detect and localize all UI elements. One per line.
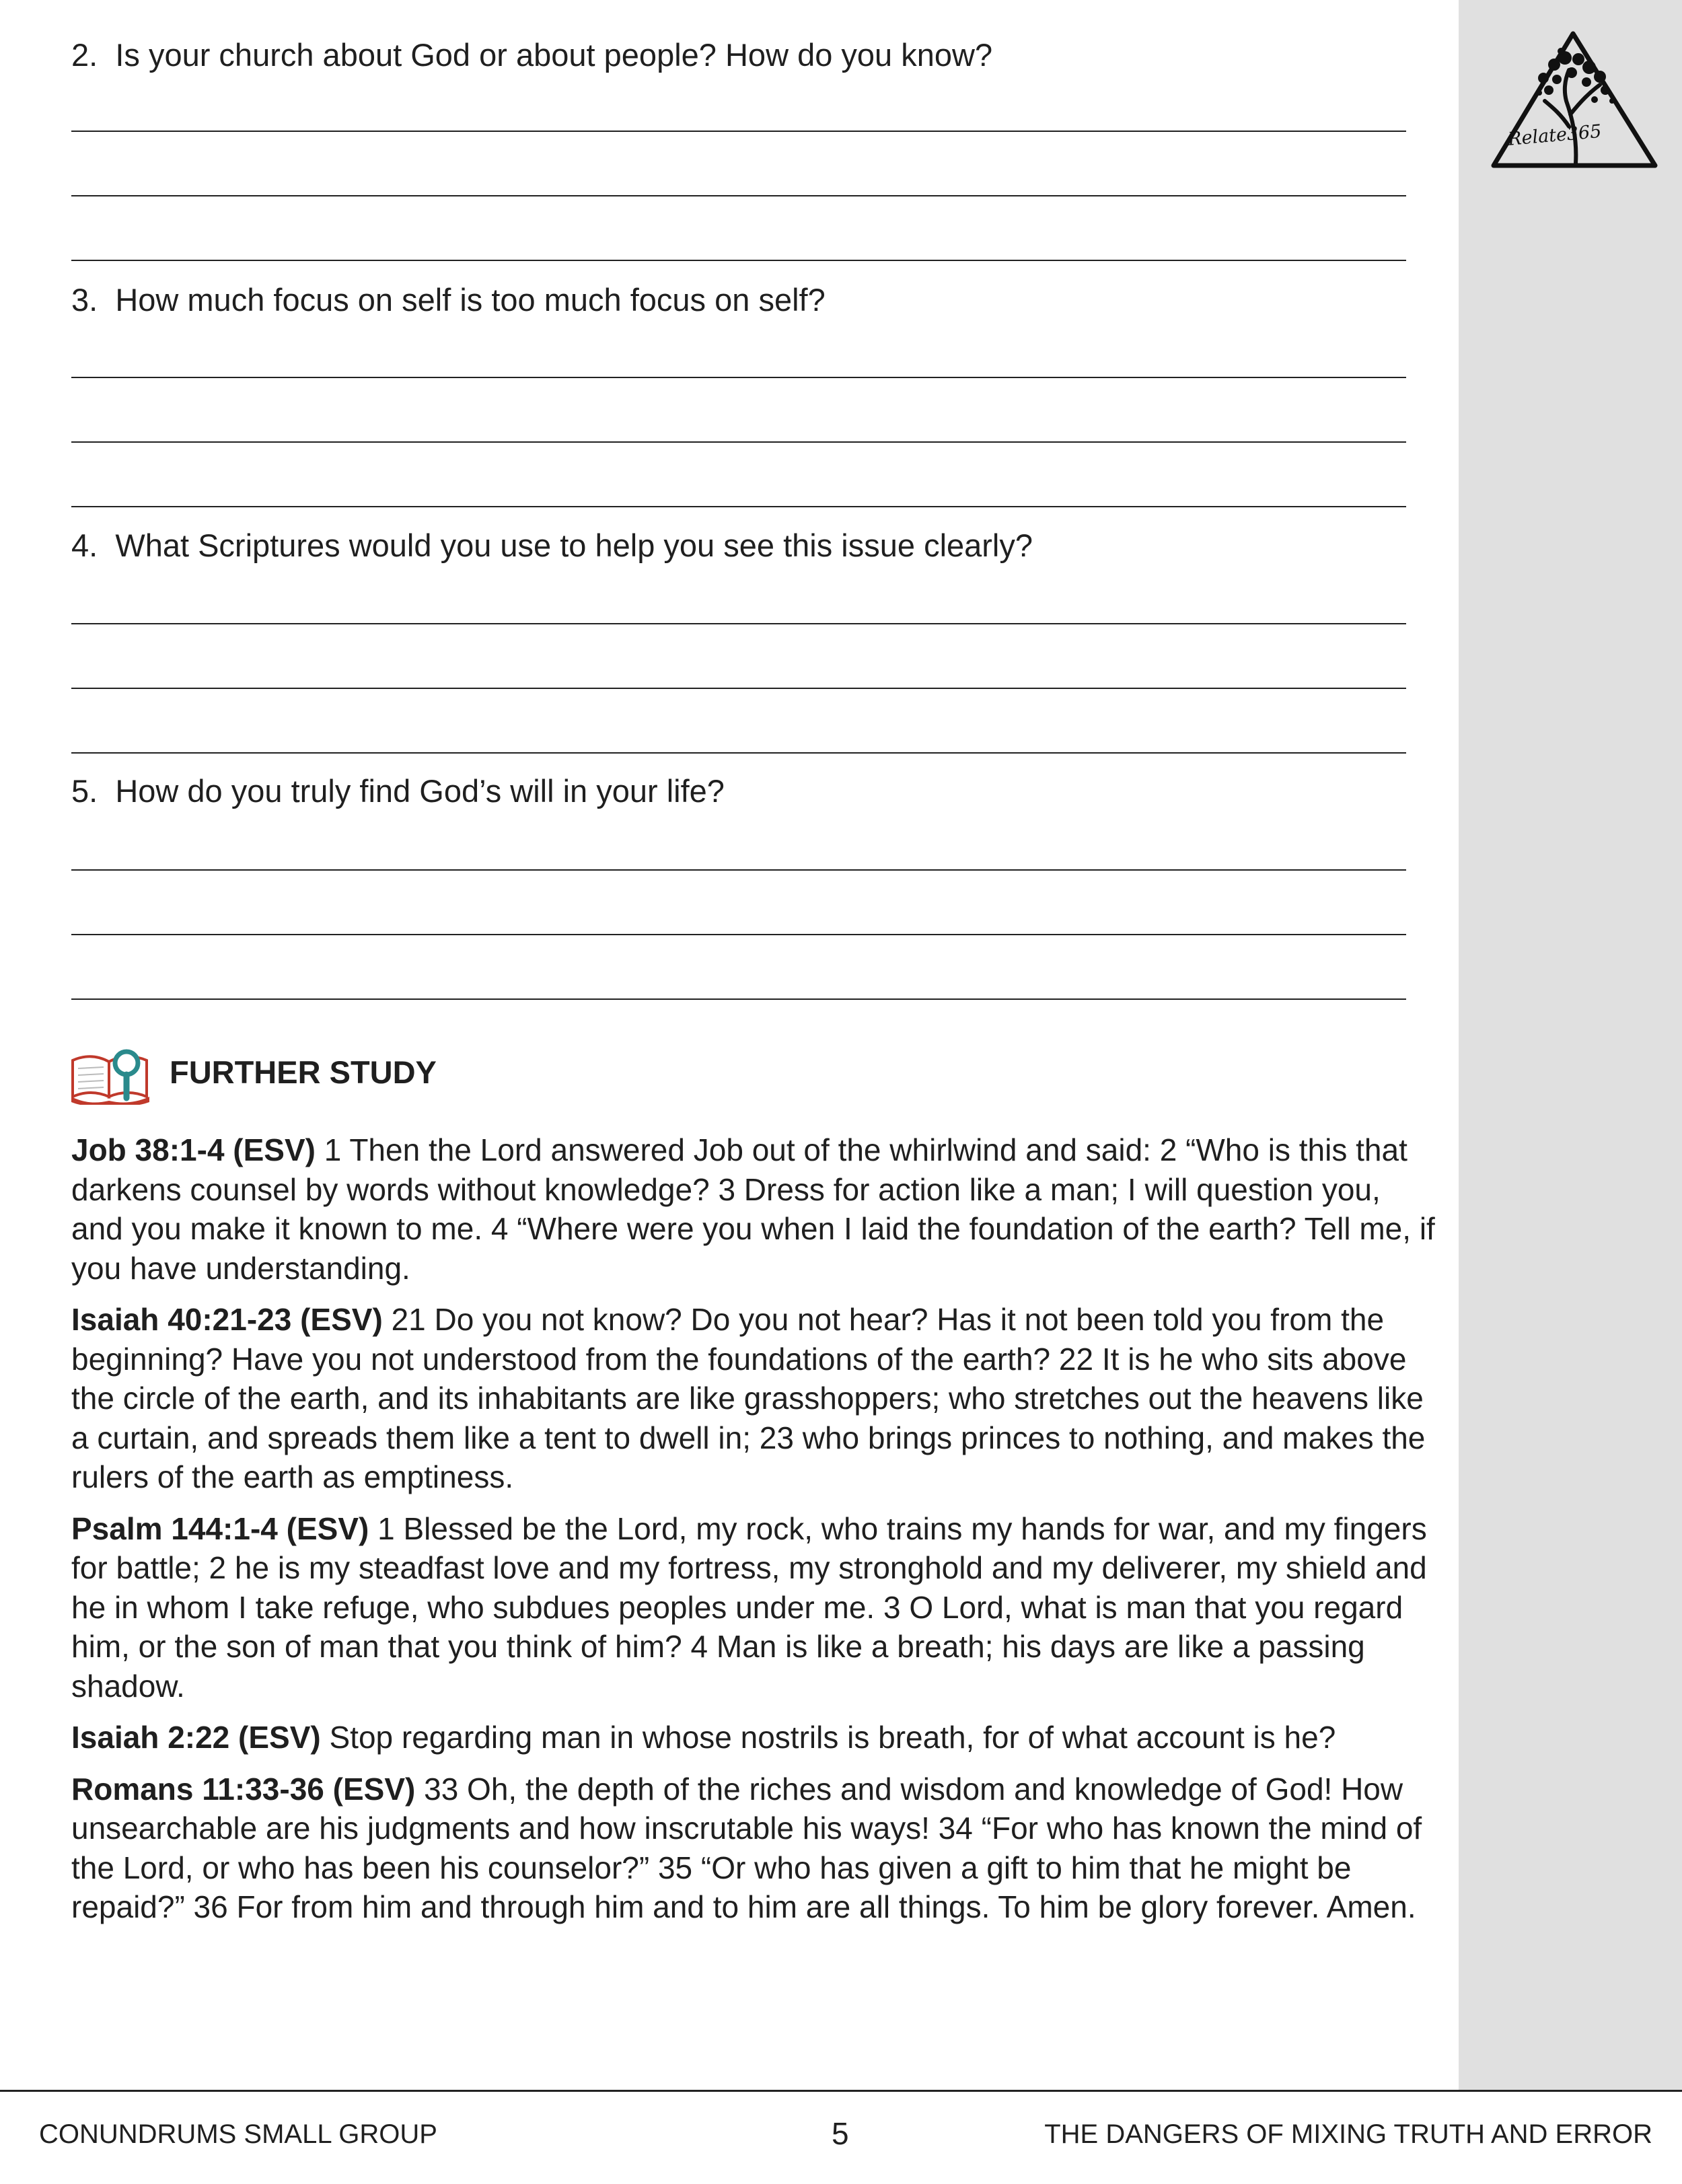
answer-line[interactable]	[71, 441, 1406, 443]
passage-reference: Job 38:1-4 (ESV)	[71, 1132, 316, 1167]
question-text	[71, 35, 992, 75]
answer-line[interactable]	[71, 869, 1406, 871]
footer-right-title: THE DANGERS OF MIXING TRUTH AND ERROR	[1044, 2119, 1652, 2149]
passage-text: 21 Do you not know? Do you not hear? Has it not been told you from the beginning? Have you not understood from the foundations of the earth? 22 It is he who sits above the circle of the earth, and its inhabitants are like grasshoppers; who stretches out the heavens like a curtain, and spreads them like a tent to dwell in; 23 who brings princes to nothing, and makes the rulers of the earth as emptiness.	[71, 1302, 1426, 1494]
passage-reference: Isaiah 40:21-23 (ESV)	[71, 1302, 383, 1337]
question-number: 2.	[71, 37, 98, 73]
question-number: 4.	[71, 527, 98, 563]
bible-magnifier-icon	[70, 1047, 151, 1105]
further-study-title: FURTHER STUDY	[170, 1054, 437, 1090]
scripture-passages	[71, 1130, 1437, 1939]
passage-text: Stop regarding man in whose nostrils is breath, for of what account is he?	[320, 1720, 1336, 1755]
answer-line[interactable]	[71, 260, 1406, 261]
question-number: 3.	[71, 282, 98, 318]
passage-job	[71, 1130, 1437, 1288]
passage-text: 1 Blessed be the Lord, my rock, who trains my hands for war, and my fingers for battle; 2 he is my steadfast love and my fortress, my stronghold and my deliverer, my shield and he in whom I take refuge, who subdues peoples under me. 3 O Lord, what is man that you regard him, or the son of man that you think of him? 4 Man is like a breath; his days are like a passing shadow.	[71, 1510, 1427, 1704]
passage-text: 1 Then the Lord answered Job out of the whirlwind and said: 2 “Who is this that darkens counsel by words without knowledge? 3 Dress for action like a man; I will question you, and you make it known to me. 4 “Where were you when I laid the foundation of the earth? Tell me, if you have understanding.	[71, 1132, 1435, 1286]
passage-psalm-144	[71, 1509, 1437, 1706]
question-label: How do you truly find God’s will in your life?	[115, 773, 725, 809]
answer-line[interactable]	[71, 998, 1406, 1000]
question-text	[71, 771, 725, 811]
relate365-logo	[1487, 26, 1662, 174]
question-label: What Scriptures would you use to help you see this issue clearly?	[115, 527, 1033, 563]
answer-line[interactable]	[71, 934, 1406, 935]
answer-line[interactable]	[71, 377, 1406, 378]
footer-left-title: CONUNDRUMS SMALL GROUP	[39, 2119, 437, 2149]
passage-text: 33 Oh, the depth of the riches and wisdom and knowledge of God! How unsearchable are his judgments and how inscrutable his ways! 34 “For who has known the mind of the Lord, or who has been his counselor?” 35 “Or who has given a gift to him that he might be repaid?” 36 For from him and through him and to him are all things. To him be glory forever. Amen.	[71, 1771, 1422, 1924]
question-text	[71, 280, 826, 320]
page-number: 5	[832, 2116, 849, 2151]
passage-isaiah-40	[71, 1300, 1437, 1497]
question-label: How much focus on self is too much focus on self?	[115, 282, 826, 318]
logo-text: Relate365	[1507, 120, 1603, 150]
sidebar-panel	[1459, 0, 1682, 2090]
question-text	[71, 525, 1033, 566]
answer-line[interactable]	[71, 506, 1406, 507]
answer-line[interactable]	[71, 131, 1406, 132]
question-label: Is your church about God or about people? How do you know?	[115, 37, 993, 73]
answer-line[interactable]	[71, 752, 1406, 754]
footer-divider	[0, 2090, 1682, 2092]
passage-reference: Romans 11:33-36 (ESV)	[71, 1771, 416, 1807]
answer-line[interactable]	[71, 623, 1406, 624]
answer-line[interactable]	[71, 195, 1406, 196]
passage-reference: Isaiah 2:22 (ESV)	[71, 1720, 321, 1755]
passage-isaiah-2	[71, 1718, 1437, 1757]
answer-line[interactable]	[71, 688, 1406, 689]
passage-reference: Psalm 144:1-4 (ESV)	[71, 1510, 369, 1546]
question-number: 5.	[71, 773, 98, 809]
passage-romans-11	[71, 1770, 1437, 1927]
